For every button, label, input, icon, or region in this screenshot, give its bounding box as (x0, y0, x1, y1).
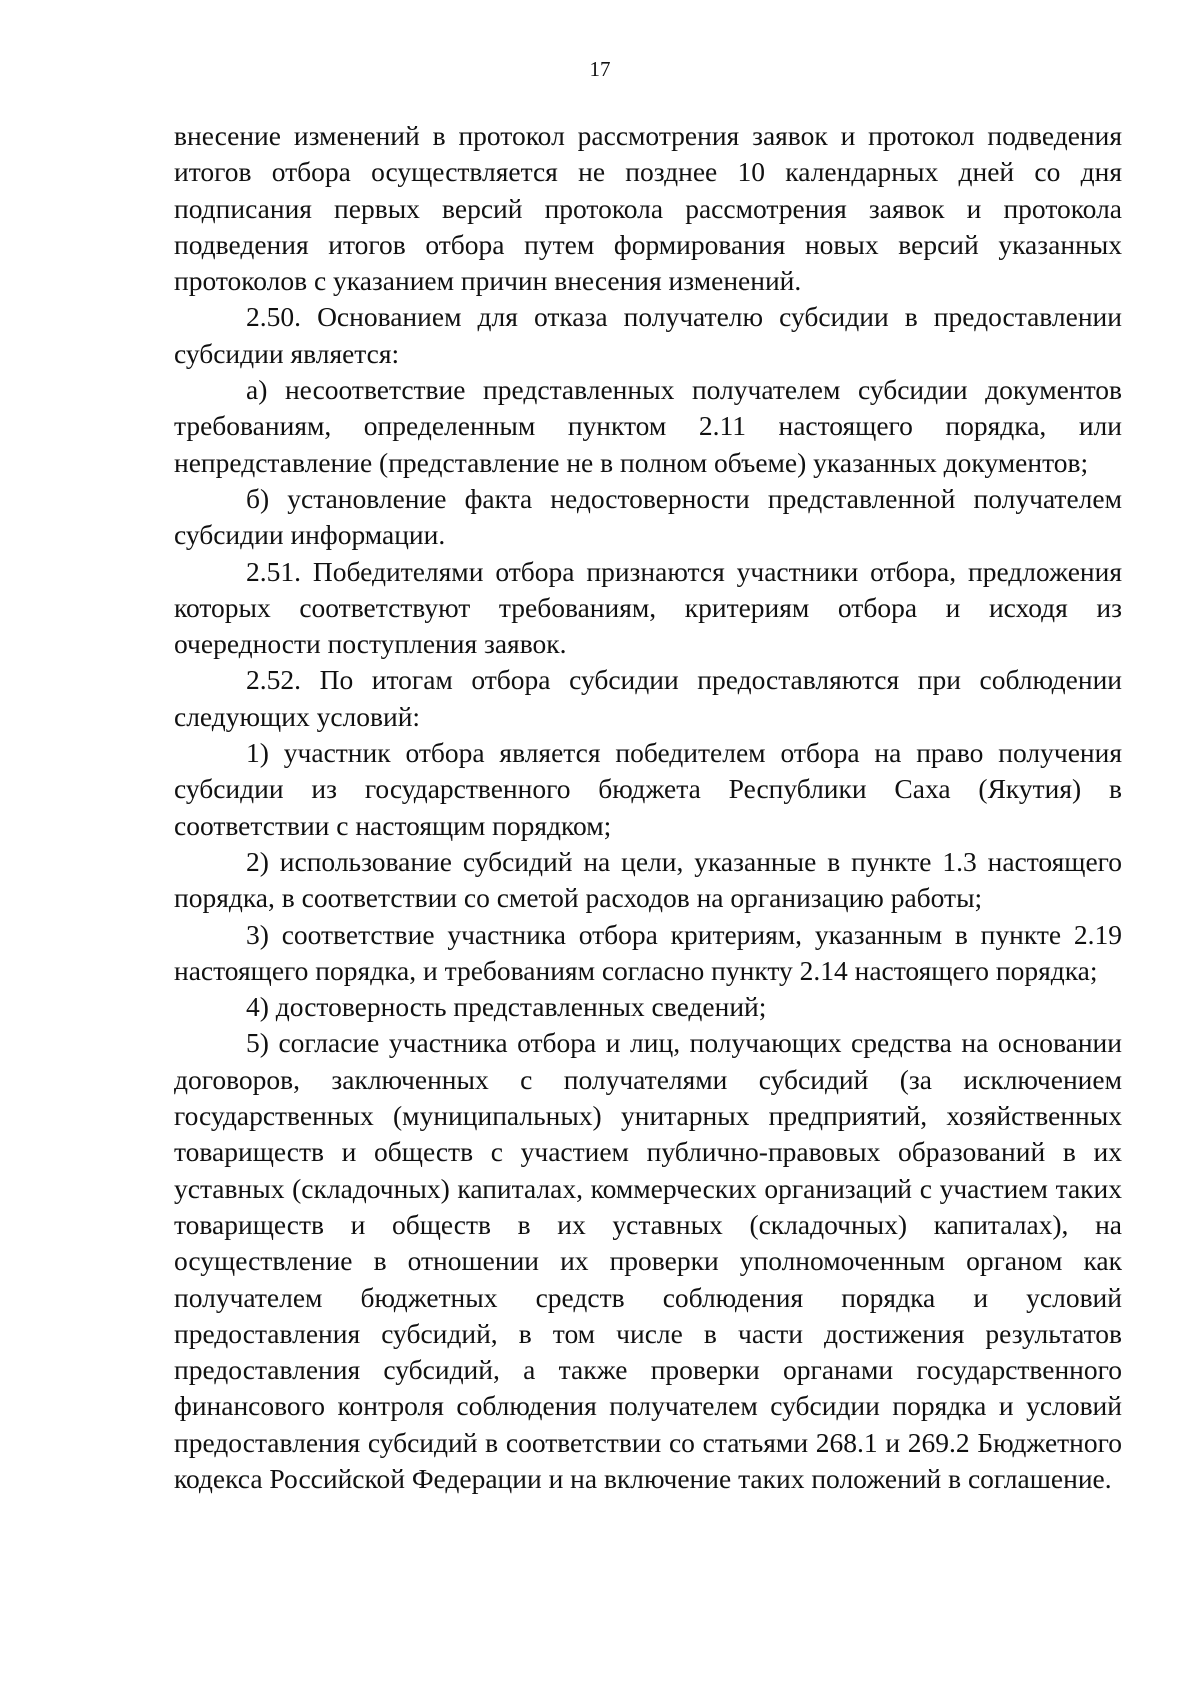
paragraph-2-52: 2.52. По итогам отбора субсидии предоставляются при соблюдении следующих условий: (174, 664, 1122, 732)
paragraph-2-52-2: 2) использование субсидий на цели, указанные в пункте 1.3 настоящего порядка, в соответствии со сметой расходов на организацию работы; (174, 845, 1122, 914)
paragraph-2-52-3: 3) соответствие участника отбора критериям, указанным в пункте 2.19 настоящего порядка, и требованиям согласно пункту 2.14 настоящего порядка; (174, 918, 1122, 986)
paragraph-2-50: 2.50. Основанием для отказа получателю субсидии в предоставлении субсидии является: (174, 301, 1122, 369)
paragraph-2-50-a: а) несоответствие представленных получателем субсидии документов требованиям, определенным пунктом 2.11 настоящего порядка, или непредставление (представление не в полном объеме) указанных документов; (174, 374, 1122, 478)
paragraph-2-51: 2.51. Победителями отбора признаются участники отбора, предложения которых соответствуют требованиям, критериям отбора и исходя из очередности поступления заявок. (174, 555, 1122, 660)
paragraph-continuation: внесение изменений в протокол рассмотрения заявок и протокол подведения итогов отбора осуществляется не позднее 10 календарных дней со дня подписания первых версий протокола рассмотрения заявок и протокола подведения итогов отбора путем формирования новых версий указанных протоколов с указанием причин внесения изменений. (174, 120, 1122, 297)
document-body (174, 118, 1122, 1497)
paragraph-2-52-5: 5) согласие участника отбора и лиц, получающих средства на основании договоров, заключенных с получателями субсидий (за исключением государственных (муниципальных) унитарных предприятий, хозяйственных товариществ и обществ с участием публично-правовых образований в их уставных (складочных) капиталах, коммерческих организаций с участием таких товариществ и обществ в их уставных (складочных) капиталах), на осуществление в отношении их проверки уполномоченным органом как получателем бюджетных средств соблюдения порядка и условий предоставления субсидий, в том числе в части достижения результатов предоставления субсидий, а также проверки органами государственного финансового контроля соблюдения получателем субсидии порядка и условий предоставления субсидий в соответствии со статьями 268.1 и 269.2 Бюджетного кодекса Российской Федерации и на включение таких положений в соглашение. (174, 1027, 1122, 1494)
paragraph-2-50-b: б) установление факта недостоверности представленной получателем субсидии информации. (174, 482, 1122, 551)
paragraph-2-52-1: 1) участник отбора является победителем отбора на право получения субсидии из государственного бюджета Республики Саха (Якутия) в соответствии с настоящим порядком; (174, 737, 1122, 841)
page-number: 17 (589, 57, 611, 81)
paragraph-2-52-4: 4) достоверность представленных сведений; (246, 991, 767, 1023)
